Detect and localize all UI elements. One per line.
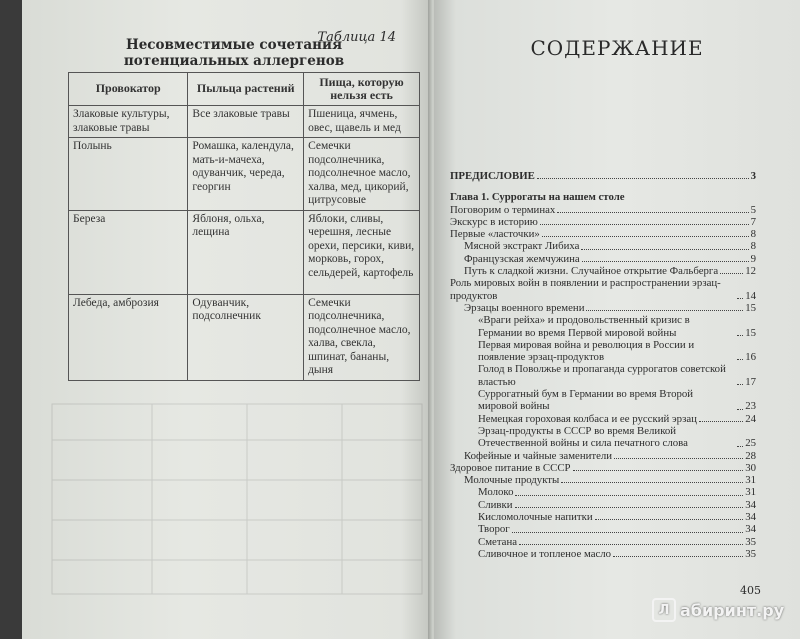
toc-entry [450,388,756,413]
toc-leader-dots [519,544,743,545]
toc-entry-title: Эрзац-продукты в СССР во время Великой Отечественной войны и сила печатного слова [478,424,688,450]
table-cell: Береза [69,210,188,294]
toc-entry [450,413,756,425]
toc-leader-dots [582,261,749,262]
table-cell: Полынь [69,138,188,211]
toc-entry-page: 30 [745,461,756,474]
table-label: Таблица 14 [317,30,396,45]
table-of-contents [450,170,756,560]
toc-entry [450,265,756,277]
toc-entry [450,314,756,339]
toc-entry-title: Голод в Поволжье и пропаганда суррогатов советской властью [478,363,726,388]
toc-leader-dots [515,495,743,496]
toc-entry-page: 35 [745,547,756,560]
toc-leader-dots [542,236,749,237]
table-cell: Семечки подсолнечника, подсолнечное масло, халва, мед, цикорий, цитрусовые [304,138,420,211]
toc-entry [450,450,756,462]
toc-entry-page: 16 [745,351,756,364]
toc-entry [450,363,756,388]
toc-entry-page: 15 [745,326,756,339]
toc-entry-page: 28 [745,449,756,462]
toc-entry-title: Эрзацы военного времени [464,301,585,314]
toc-entry [450,474,756,486]
toc-entry-title: Мясной экстракт Либиха [464,240,580,253]
site-watermark [652,598,784,622]
toc-leader-dots [540,224,749,225]
toc-entry-title: Сметана [478,535,518,548]
toc-entry-page: 5 [750,203,756,216]
toc-entry [450,277,756,302]
toc-entry [450,536,756,548]
toc-entry [450,170,756,182]
toc-entry-title: Глава 1. Суррогаты на нашем столе [450,191,625,204]
toc-entry-page: 34 [745,511,756,524]
toc-entry-page: 25 [745,437,756,450]
page-number: 405 [740,584,761,597]
toc-entry [450,240,756,252]
toc-entry-page: 12 [745,265,756,278]
toc-entry-page: 8 [750,240,756,253]
toc-entry-title: Творог [478,523,510,536]
toc-entry-page: 8 [750,228,756,241]
toc-entry-title: Кисломолочные напитки [478,511,593,524]
toc-entry-title: ПРЕДИСЛОВИЕ [450,170,535,182]
toc-entry-page: 31 [745,474,756,487]
toc-entry-title: Первые «ласточки» [450,228,540,241]
toc-entry [450,462,756,474]
bleed-through-table [22,380,434,639]
toc-entry-page: 23 [745,400,756,413]
toc-entry-title: Путь к сладкой жизни. Случайное открытие Фальберга [464,265,719,278]
toc-entry-title: Немецкая гороховая колбаса и ее русский эрзац [478,412,697,425]
toc-entry [450,204,756,216]
toc-entry-page: 14 [745,289,756,302]
table-cell: Лебеда, амброзия [69,294,188,380]
toc-entry [450,302,756,314]
toc-leader-dots [737,409,743,410]
labirint-logo-icon: Л [652,598,676,622]
toc-entry [450,486,756,498]
toc-entry-title: Кофейные и чайные заменители [464,449,613,462]
toc-entry-title: «Враги рейха» и продовольственный кризис в Германии во время Первой мировой войны [478,314,690,339]
toc-entry-page: 34 [745,523,756,536]
toc-entry [450,216,756,228]
toc-leader-dots [586,310,743,311]
toc-leader-dots [515,507,744,508]
toc-leader-dots [537,178,749,179]
toc-leader-dots [737,446,743,447]
toc-entry [450,253,756,265]
toc-leader-dots [512,532,743,533]
toc-entry-page: 3 [750,170,756,182]
table-row [69,210,420,294]
toc-leader-dots [699,421,743,422]
allergen-table [68,72,420,381]
toc-entry-page: 24 [745,412,756,425]
toc-leader-dots [561,482,743,483]
right-page [434,0,800,639]
toc-entry-title: Молоко [478,486,514,499]
toc-leader-dots [573,470,744,471]
toc-entry-page: 34 [745,498,756,511]
column-header-provocateur: Провокатор [69,73,188,106]
toc-entry-title: Суррогатный бум в Германии во время Второй мировой войны [478,388,694,413]
toc-entry [450,511,756,523]
toc-leader-dots [613,556,743,557]
watermark-text: абиринт.ру [680,600,785,620]
toc-entry-title: Сливочное и топленое масло [478,547,612,560]
toc-entry-page: 7 [750,215,756,228]
toc-entry [450,191,756,203]
contents-title: СОДЕРЖАНИЕ [530,36,704,60]
table-cell: Все злаковые травы [188,106,304,138]
table-cell: Яблоки, сливы, черешня, лесные орехи, персики, киви, морковь, горох, сельдерей, картофель [304,210,420,294]
table-header-row [69,73,420,106]
table-cell: Злаковые культуры, злаковые травы [69,106,188,138]
toc-entry-page: 9 [750,252,756,265]
table-cell: Пшеница, ячмень, овес, щавель и мед [304,106,420,138]
toc-entry-title: Сливки [478,498,513,511]
column-header-forbidden-food: Пища, которую нельзя есть [304,73,420,106]
toc-entry-title: Французская жемчужина [464,252,580,265]
table-row [69,106,420,138]
toc-entry-title: Поговорим о терминах [450,203,556,216]
toc-leader-dots [720,273,743,274]
toc-entry [450,228,756,240]
toc-entry-page: 35 [745,535,756,548]
toc-entry [450,425,756,450]
table-cell: Ромашка, календула, мать-и-мачеха, одуванчик, череда, георгин [188,138,304,211]
toc-entry-title: Молочные продукты [464,474,560,487]
toc-entry [450,499,756,511]
toc-leader-dots [737,359,743,360]
table-cell: Яблоня, ольха, лещина [188,210,304,294]
toc-entry [450,339,756,364]
toc-entry-title: Роль мировых войн в появлении и распространении эрзац-продуктов [450,277,721,302]
toc-leader-dots [557,212,748,213]
toc-leader-dots [595,519,744,520]
table-row [69,294,420,380]
table-title: Несовместимые сочетания потенциальных аллергенов [123,37,345,69]
toc-entry-page: 17 [745,375,756,388]
toc-leader-dots [614,458,743,459]
toc-entry-title: Здоровое питание в СССР [450,461,571,474]
toc-entry-page: 15 [745,301,756,314]
toc-entry-page: 31 [745,486,756,499]
toc-entry-title: Экскурс в историю [450,215,538,228]
table-cell: Одуванчик, подсолнечник [188,294,304,380]
toc-leader-dots [737,384,743,385]
toc-entry-title: Первая мировая война и революция в России и появление эрзац-продуктов [478,338,695,364]
toc-entry [450,548,756,560]
table-row [69,138,420,211]
column-header-pollen: Пыльца растений [188,73,304,106]
toc-leader-dots [581,249,748,250]
toc-leader-dots [737,335,743,336]
toc-entry [450,523,756,535]
table-cell: Семечки подсолнечника, подсолнечное масло, халва, свекла, шпинат, бананы, дыня [304,294,420,380]
toc-leader-dots [737,298,743,299]
left-page [22,0,434,639]
